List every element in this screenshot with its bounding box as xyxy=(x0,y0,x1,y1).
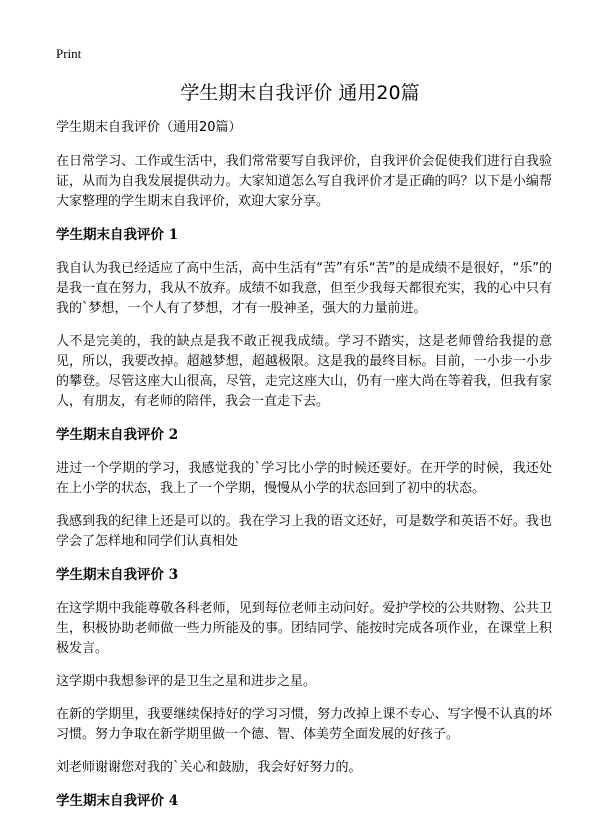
intro-paragraph: 在日常学习、工作或生活中，我们常常要写自我评价，自我评价会促使我们进行自我验证，从而为自我发展提供动力。大家知道怎么写自我评价才是正确的吗？以下是小编帮大家整理的学生期末自我评价，欢迎大家分享。 xyxy=(56,154,552,209)
section-1-paragraph-1: 我自认为我已经适应了高中生活，高中生活有“苦”有乐“苦”的是成绩不是很好，“乐”的是我一直在努力，我从不放弃。成绩不如我意，但至少我每天都很充实，我的心中只有我的`梦想，一个人有了梦想，才有一股神圣，强大的力量前进。 xyxy=(56,261,552,316)
section-heading-3: 学生期末自我评价 3 xyxy=(56,567,179,583)
document-body xyxy=(56,118,552,825)
section-2-paragraph-1: 进过一个学期的学习，我感觉我的`学习比小学的时候还要好。在开学的时候，我还处在上小学的状态，我上了一个学期，慢慢从小学的状态回到了初中的状态。 xyxy=(56,461,552,496)
section-3-paragraph-3: 在新的学期里，我要继续保持好的学习习惯，努力改掉上课不专心、写字慢不认真的坏习惯。努力争取在新学期里做一个德、智、体美劳全面发展的好孩子。 xyxy=(56,707,552,742)
section-3-paragraph-4: 刘老师谢谢您对我的`关心和鼓励，我会好好努力的。 xyxy=(56,760,362,775)
print-link[interactable]: Print xyxy=(56,46,82,61)
section-heading-1: 学生期末自我评价 1 xyxy=(56,227,179,243)
section-1-paragraph-2: 人不是完美的，我的缺点是我不敢正视我成绩。学习不踏实，这是老师曾给我提的意见，所以，我要改掉。超越梦想，超越极限。这是我的最终目标。目前，一小步一小步的攀登。尽管这座大山很高，尽管，走完这座大山，仍有一座大尚在等着我，但我有家人，有朋友，有老师的陪伴，我会一直走下去。 xyxy=(56,334,552,409)
section-3-paragraph-2: 这学期中我想参评的是卫生之星和进步之星。 xyxy=(56,674,317,689)
section-3-paragraph-1: 在这学期中我能尊敬各科老师，见到每位老师主动问好。爱护学校的公共财物、公共卫生，积极协助老师做一些力所能及的事。团结同学、能按时完成各项作业，在课堂上积极发言。 xyxy=(56,601,552,656)
section-heading-2: 学生期末自我评价 2 xyxy=(56,427,179,443)
section-heading-4: 学生期末自我评价 4 xyxy=(56,793,179,809)
page-title: 学生期末自我评价 通用20篇 xyxy=(180,82,420,104)
section-2-paragraph-2: 我感到我的纪律上还是可以的。我在学习上我的语文还好，可是数学和英语不好。我也学会了怎样地和同学们认真相处 xyxy=(56,514,552,549)
document-subtitle: 学生期末自我评价（通用20篇） xyxy=(56,120,242,135)
